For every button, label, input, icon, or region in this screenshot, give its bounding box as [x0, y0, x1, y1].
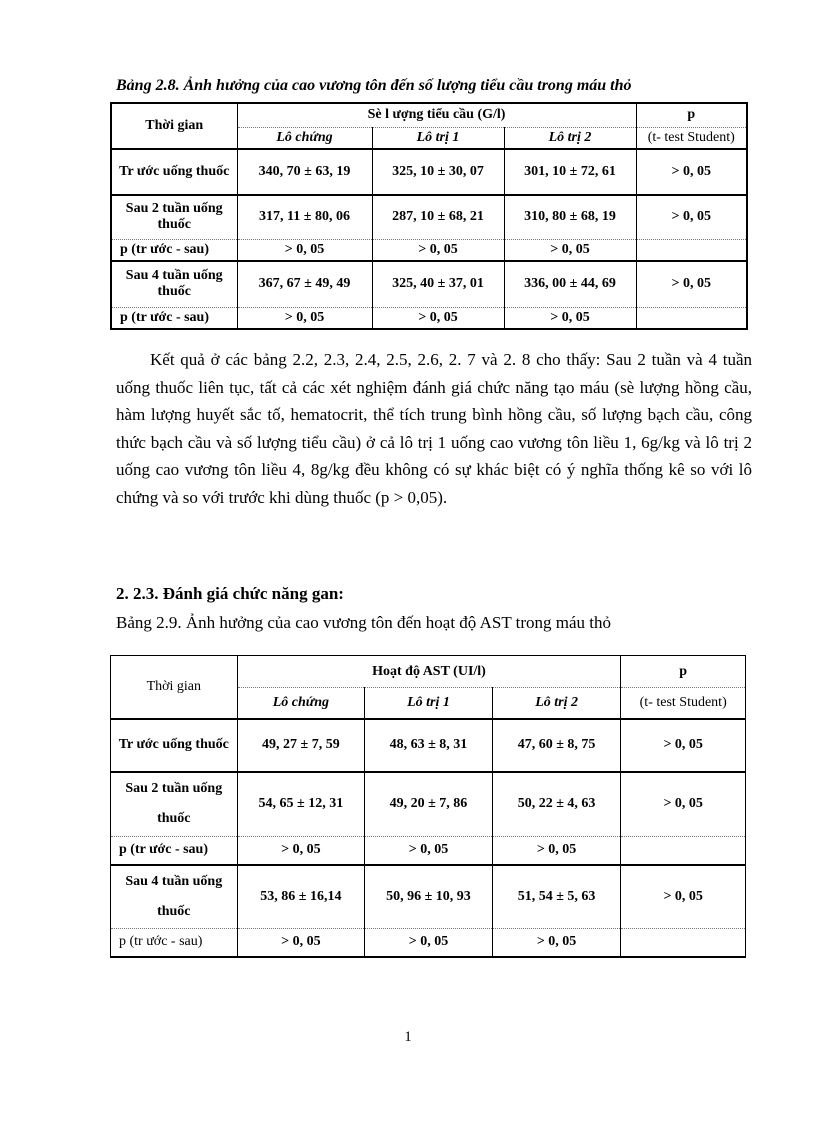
- row-time: Tr ước uống thuốc: [111, 719, 238, 772]
- cell-p: > 0, 05: [621, 865, 746, 929]
- cell-p: > 0, 05: [636, 195, 747, 239]
- header-treat1: Lô trị 1: [365, 688, 493, 719]
- cell-control: 54, 65 ± 12, 31: [237, 772, 365, 837]
- table-row: [111, 837, 746, 865]
- header-group-title: Hoạt độ AST (UI/l): [237, 656, 621, 688]
- cell-p: [621, 837, 746, 865]
- cell-treat1: 50, 96 ± 10, 93: [365, 865, 493, 929]
- cell-treat2: 336, 00 ± 44, 69: [504, 261, 636, 307]
- row-time: p (tr ước - sau): [111, 307, 237, 329]
- row-time: Sau 4 tuần uống thuốc: [111, 261, 237, 307]
- cell-treat2: 50, 22 ± 4, 63: [492, 772, 621, 837]
- cell-treat2: 301, 10 ± 72, 61: [504, 149, 636, 195]
- cell-treat2: > 0, 05: [492, 929, 621, 957]
- row-time: Sau 4 tuần uống thuốc: [111, 865, 238, 929]
- cell-control: 49, 27 ± 7, 59: [237, 719, 365, 772]
- cell-p: > 0, 05: [636, 261, 747, 307]
- cell-treat2: > 0, 05: [504, 307, 636, 329]
- cell-p: [636, 239, 747, 261]
- table-row: [111, 195, 747, 239]
- table-row: [111, 307, 747, 329]
- table1-caption: Bảng 2.8. Ảnh hưởng của cao vương tôn đến số lượng tiểu cầu trong máu thỏ: [116, 77, 632, 94]
- table-row: [111, 239, 747, 261]
- table-row: [111, 865, 746, 929]
- header-time: Thời gian: [111, 656, 238, 719]
- table-row: [111, 772, 746, 837]
- table-row: [111, 261, 747, 307]
- row-time: p (tr ước - sau): [111, 929, 238, 957]
- table2-caption: Bảng 2.9. Ảnh hưởng của cao vương tôn đến hoạt độ AST trong máu thỏ: [116, 613, 612, 632]
- cell-control: 53, 86 ± 16,14: [237, 865, 365, 929]
- row-time: p (tr ước - sau): [111, 239, 237, 261]
- cell-p: > 0, 05: [636, 149, 747, 195]
- cell-p: [636, 307, 747, 329]
- cell-control: 367, 67 ± 49, 49: [237, 261, 372, 307]
- platelet-table: [110, 102, 748, 330]
- cell-treat1: 49, 20 ± 7, 86: [365, 772, 493, 837]
- cell-treat1: > 0, 05: [365, 929, 493, 957]
- cell-treat1: 325, 40 ± 37, 01: [372, 261, 504, 307]
- cell-control: 317, 11 ± 80, 06: [237, 195, 372, 239]
- cell-control: 340, 70 ± 63, 19: [237, 149, 372, 195]
- row-time: p (tr ước - sau): [111, 837, 238, 865]
- cell-p: > 0, 05: [621, 719, 746, 772]
- header-control: Lô chứng: [237, 127, 372, 149]
- row-time: Sau 2 tuần uống thuốc: [111, 195, 237, 239]
- cell-control: > 0, 05: [237, 929, 365, 957]
- header-treat1: Lô trị 1: [372, 127, 504, 149]
- header-control: Lô chứng: [237, 688, 365, 719]
- cell-treat1: 325, 10 ± 30, 07: [372, 149, 504, 195]
- cell-p: [621, 929, 746, 957]
- row-time: Sau 2 tuần uống thuốc: [111, 772, 238, 837]
- cell-treat2: > 0, 05: [504, 239, 636, 261]
- header-p-sub: (t- test Student): [636, 127, 747, 149]
- header-group-title: Sè l ượng tiểu cầu (G/l): [237, 103, 636, 127]
- cell-control: > 0, 05: [237, 307, 372, 329]
- cell-treat2: 51, 54 ± 5, 63: [492, 865, 621, 929]
- cell-treat2: > 0, 05: [492, 837, 621, 865]
- cell-treat1: > 0, 05: [372, 239, 504, 261]
- results-paragraph: Kết quả ở các bảng 2.2, 2.3, 2.4, 2.5, 2.6, 2. 7 và 2. 8 cho thấy: Sau 2 tuần và 4 tuần uống thuốc liên tục, tất cả các xét nghiệm đánh giá chức năng tạo máu (sè lượng hồng cầu, hàm lượng huyết sắc tố, hematocrit, thể tích trung bình hồng cầu, số lượng bạch cầu, công thức bạch cầu và số lượng tiểu cầu) ở cả lô trị 1 uống cao vương tôn liều 1, 6g/kg và lô trị 2 uống cao vương tôn liều 4, 8g/kg đều không có sự khác biệt có ý nghĩa thống kê so với lô chứng và so với trước khi dùng thuốc (p > 0,05).: [116, 350, 752, 507]
- cell-treat1: 48, 63 ± 8, 31: [365, 719, 493, 772]
- table-row: [111, 719, 746, 772]
- header-treat2: Lô trị 2: [504, 127, 636, 149]
- page-number: 1: [404, 1029, 412, 1045]
- ast-table: [110, 655, 746, 958]
- header-p: p: [621, 656, 746, 688]
- header-p-sub: (t- test Student): [621, 688, 746, 719]
- cell-treat1: > 0, 05: [365, 837, 493, 865]
- header-p: p: [636, 103, 747, 127]
- section-heading: 2. 2.3. Đánh giá chức năng gan:: [116, 584, 344, 603]
- cell-treat1: > 0, 05: [372, 307, 504, 329]
- cell-p: > 0, 05: [621, 772, 746, 837]
- cell-control: > 0, 05: [237, 239, 372, 261]
- header-time: Thời gian: [111, 103, 237, 149]
- table-row: [111, 149, 747, 195]
- cell-treat2: 47, 60 ± 8, 75: [492, 719, 621, 772]
- header-treat2: Lô trị 2: [492, 688, 621, 719]
- cell-control: > 0, 05: [237, 837, 365, 865]
- cell-treat2: 310, 80 ± 68, 19: [504, 195, 636, 239]
- cell-treat1: 287, 10 ± 68, 21: [372, 195, 504, 239]
- table-row: [111, 929, 746, 957]
- row-time: Tr ước uống thuốc: [111, 149, 237, 195]
